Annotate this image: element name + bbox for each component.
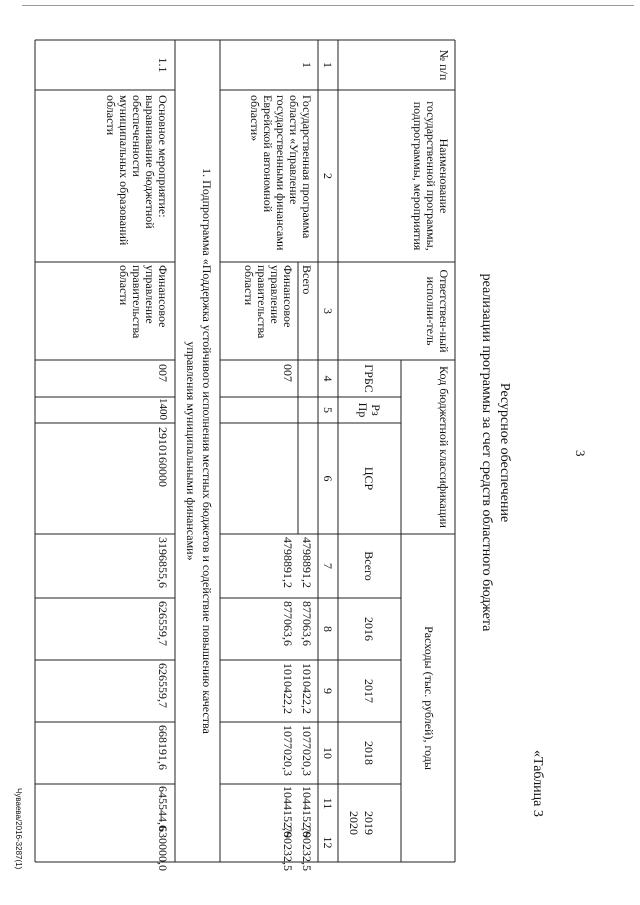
header-num: № п/п — [437, 49, 451, 81]
row1-total: 4798891,2 — [300, 537, 314, 588]
header-total: Всего — [362, 551, 376, 581]
row1-total: 4798891,2 — [281, 537, 295, 588]
table-label: «Таблица 3 — [530, 750, 545, 817]
row1-2018: 1077020,3 — [281, 725, 295, 776]
row1-num: 1 — [300, 62, 314, 68]
row1-2019: 1044152,6 — [281, 786, 295, 837]
index-cell: 9 — [321, 688, 335, 694]
subprogram-title: 1. Подпрограмма «Поддержка устойчивого исполнения местных бюджетов и содействие повышению качества — [200, 168, 214, 734]
index-cell: 12 — [321, 836, 335, 849]
index-cell: 5 — [321, 407, 335, 413]
index-cell: 10 — [321, 747, 335, 759]
page-subtitle: реализации программы за счет средств областного бюджета — [479, 273, 494, 632]
subprogram-title-cont: управления муниципальными финансами» — [184, 341, 198, 561]
page-number: 3 — [573, 450, 588, 457]
row1-2020: 790232,5 — [300, 826, 314, 871]
row1-2017: 1010422,2 — [281, 663, 295, 714]
row1-2018: 1077020,3 — [300, 725, 314, 776]
index-cell: 4 — [321, 375, 335, 382]
row1-name: Государственная программа области «Управление государственными финансами Еврейской автономной области» — [248, 95, 314, 251]
index-cell: 3 — [321, 308, 335, 314]
header-grbs: ГРБС — [362, 364, 376, 393]
header-name: Наименование государственной программы, подпрограммы, мероприятия — [411, 101, 451, 251]
row1-resp-total: Всего — [300, 265, 314, 295]
row2-csr: 2910160000 — [156, 427, 170, 487]
row2-rz-pr: 1400 — [157, 398, 169, 420]
header-2017: 2017 — [362, 679, 376, 703]
row2-2019: 645544,6 — [156, 786, 170, 831]
header-responsible: Ответствен-ный исполни-тель — [424, 269, 451, 353]
index-cell: 11 — [321, 797, 335, 810]
index-cell: 2 — [321, 173, 335, 179]
row1-2020: 790232,5 — [281, 826, 295, 871]
page-title: Ресурсное обеспечение — [497, 382, 512, 523]
row1-2019: 1044152,6 — [300, 786, 314, 837]
row1-2017: 1010422,2 — [300, 663, 314, 714]
header-budget-code: Код бюджетной классификации — [437, 366, 451, 528]
row1-resp-dept: Финансовое управление правительства области — [242, 265, 295, 339]
row2-num: 1.1 — [156, 57, 170, 73]
row1-2016: 877063,6 — [281, 601, 295, 646]
row2-name: Основное мероприятие: выравнивание бюджетной обеспеченности муниципальных образований области — [104, 95, 170, 246]
row2-2016: 626559,7 — [156, 601, 170, 646]
row2-responsible: Финансовое управление правительства области — [117, 265, 170, 339]
row2-2017: 626559,7 — [156, 663, 170, 708]
row2-total: 3196855,6 — [156, 537, 170, 588]
row1-grbs: 007 — [281, 364, 295, 382]
index-cell: 6 — [321, 475, 335, 482]
row1-2016: 877063,6 — [300, 601, 314, 646]
index-cell: 8 — [321, 626, 335, 632]
header-2020: 2020 — [347, 811, 361, 835]
index-cell: 7 — [321, 563, 335, 569]
header-csr: ЦСР — [362, 466, 376, 491]
document-code: Чуваева/2016-3287(1) — [14, 788, 23, 870]
index-cell: 1 — [321, 62, 335, 68]
header-2016: 2016 — [362, 617, 376, 641]
header-2019: 2019 — [362, 811, 376, 835]
row2-grbs: 007 — [156, 364, 170, 382]
row2-2020: 630000,0 — [156, 826, 170, 871]
header-2018: 2018 — [362, 741, 376, 765]
row2-2018: 668191,6 — [156, 725, 170, 770]
header-rz-pr: Рз Пр — [356, 402, 383, 418]
header-expenses: Расходы (тыс. рублей), годы — [422, 626, 436, 770]
